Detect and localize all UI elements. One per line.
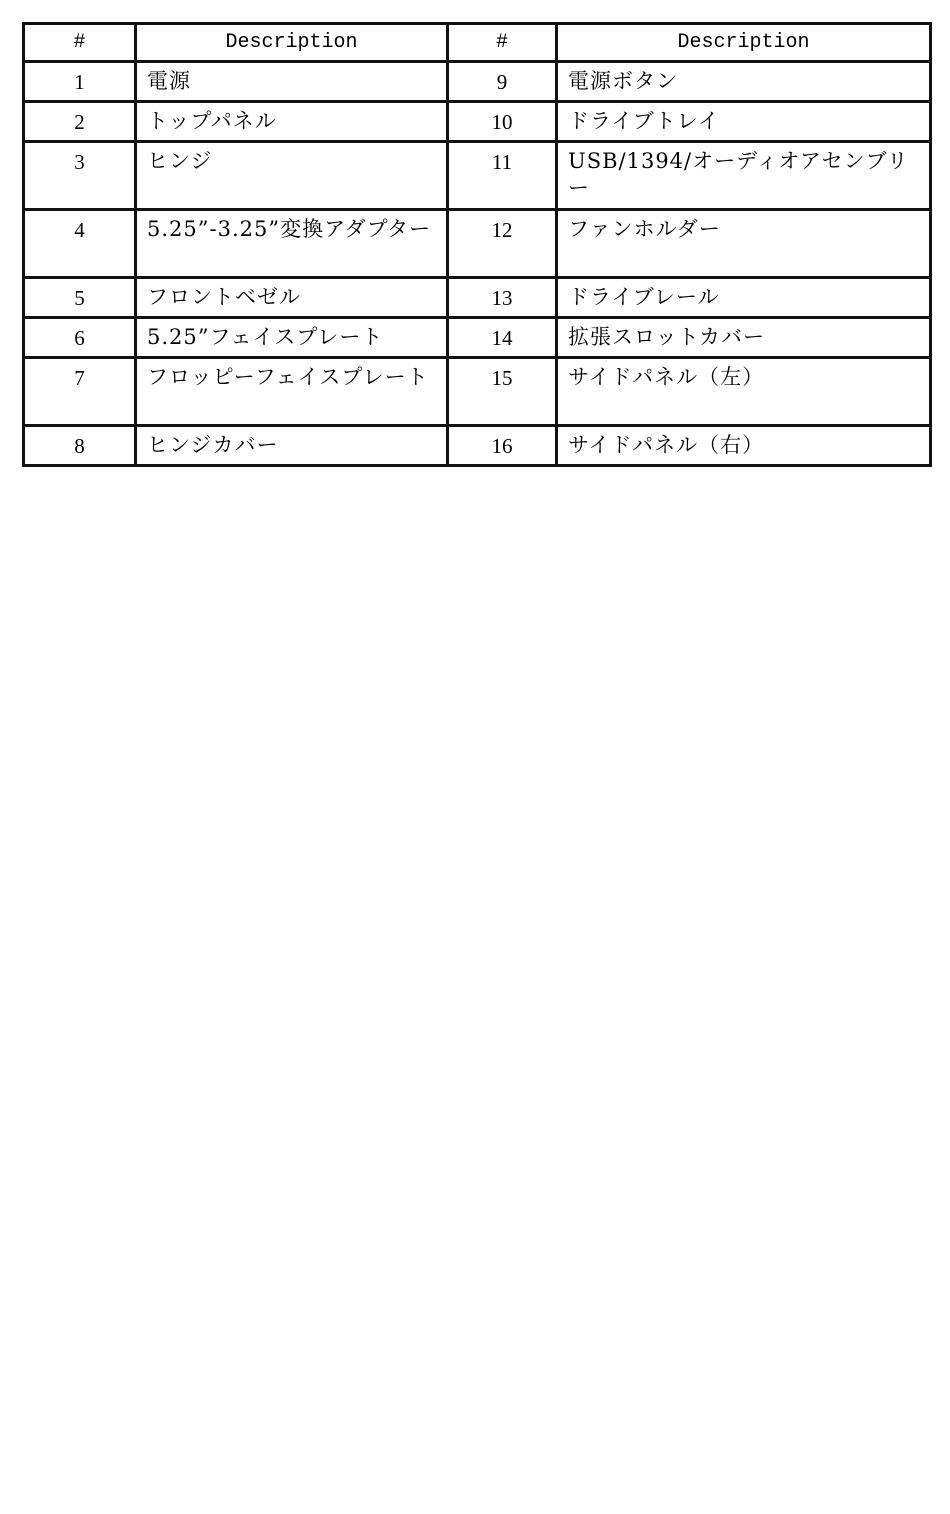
part-number-cell: 12 [448,210,557,278]
part-description-cell: サイドパネル（右） [557,426,931,466]
part-description-cell: フロッピーフェイスプレート [136,358,448,426]
table-body [24,62,931,466]
part-number-cell: 7 [24,358,136,426]
part-number-cell: 4 [24,210,136,278]
part-number-cell: 2 [24,102,136,142]
part-number-cell: 15 [448,358,557,426]
part-description-cell: ドライブレール [557,278,931,318]
part-number-cell: 16 [448,426,557,466]
part-description-cell: ヒンジカバー [136,426,448,466]
part-description-cell: 電源ボタン [557,62,931,102]
parts-table [22,22,932,467]
part-description-cell: サイドパネル（左） [557,358,931,426]
header-description-left: Description [136,24,448,62]
part-description-cell: USB/1394/オーディオアセンブリー [557,142,931,210]
part-description-cell: 5.25”フェイスプレート [136,318,448,358]
table-row [24,318,931,358]
part-number-cell: 8 [24,426,136,466]
part-description-cell: 5.25”-3.25”変換アダプター [136,210,448,278]
part-number-cell: 6 [24,318,136,358]
part-number-cell: 14 [448,318,557,358]
part-number-cell: 10 [448,102,557,142]
header-number-right: # [448,24,557,62]
table-row [24,358,931,426]
part-number-cell: 5 [24,278,136,318]
table-row [24,62,931,102]
part-description-cell: 電源 [136,62,448,102]
part-number-cell: 13 [448,278,557,318]
table-row [24,278,931,318]
part-description-cell: ファンホルダー [557,210,931,278]
header-description-right: Description [557,24,931,62]
table-row [24,210,931,278]
header-number-left: # [24,24,136,62]
part-number-cell: 3 [24,142,136,210]
part-description-cell: ドライブトレイ [557,102,931,142]
table-row [24,142,931,210]
part-description-cell: フロントベゼル [136,278,448,318]
table-row [24,426,931,466]
part-number-cell: 1 [24,62,136,102]
part-description-cell: ヒンジ [136,142,448,210]
part-description-cell: 拡張スロットカバー [557,318,931,358]
table-row [24,102,931,142]
part-number-cell: 9 [448,62,557,102]
part-description-cell: トップパネル [136,102,448,142]
table-header-row [24,24,931,62]
part-number-cell: 11 [448,142,557,210]
